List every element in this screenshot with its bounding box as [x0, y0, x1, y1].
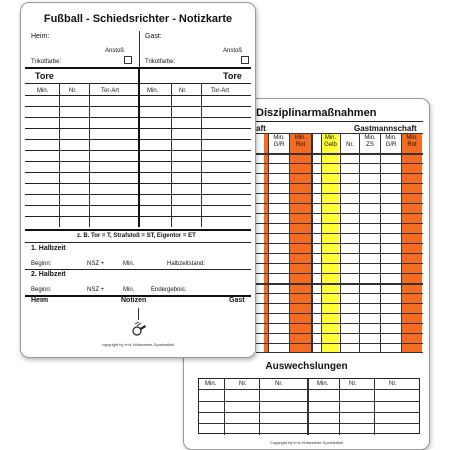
home-min-rot-header: Min. Rot: [294, 135, 307, 148]
card-title: Fußball - Schiedsrichter - Notizkarte: [43, 13, 233, 25]
guest-min-zs-header: Min. ZS: [364, 135, 376, 148]
front-copyright: copyright by b+d-Hülsewede-Sportartikel: [101, 342, 175, 347]
divider: [256, 121, 423, 122]
home-label: Heim:: [31, 33, 50, 40]
notes-home-label: Heim: [31, 297, 49, 304]
col-nr-guest: Nr.: [179, 88, 187, 94]
second-half-label: 2. Halbzeit: [31, 271, 66, 278]
guest-jersey-label: Trikotfarbe:: [145, 59, 176, 65]
home-jersey-label: Trikotfarbe:: [31, 59, 62, 65]
divider: [25, 269, 251, 270]
divider: [25, 242, 251, 243]
halftime-score-label: Halbzeitstand:: [167, 261, 206, 267]
substitutions-title: Auswechslungen: [265, 361, 348, 372]
notes-guest-label: Gast: [229, 297, 245, 304]
col-nr-home: Nr.: [69, 88, 77, 94]
back-copyright: Copyright by b+d-Hülsewede-Sportartikel: [269, 440, 344, 445]
second-half-nsz-label: NSZ +: [87, 287, 105, 293]
header-divider: [139, 31, 140, 67]
notes-label: Notizen: [121, 297, 147, 304]
goals-grid: [25, 95, 251, 227]
guest-nr-header: Nr.: [346, 142, 354, 148]
col-min-home: Min.: [37, 88, 49, 94]
home-min-gr-header: Min. G/R: [273, 135, 285, 148]
home-team-label: aft: [256, 124, 266, 133]
guest-min-gelb-header: Min. Gelb: [324, 135, 337, 148]
first-half-nsz-label: NSZ +: [87, 261, 105, 267]
guest-goals-label: Tore: [223, 71, 242, 81]
substitutions-table: Min. Nr. Nr. Min. Nr. Nr.: [198, 378, 420, 434]
disciplinary-grid: [256, 133, 423, 353]
disciplinary-title: Disziplinarmaßnahmen: [256, 107, 377, 119]
guest-label: Gast:: [145, 33, 162, 40]
notes-card: [20, 2, 256, 358]
guest-min-rot-header: Min. Rot: [406, 135, 418, 148]
whistle-logo-icon: [131, 321, 147, 337]
guest-team-label: Gastmannschaft: [354, 124, 417, 133]
home-goals-label: Tore: [35, 71, 54, 81]
first-half-min-label: Min.: [123, 261, 135, 267]
second-half-min-label: Min.: [123, 287, 135, 293]
guest-kickoff-label: Anstoß: [223, 48, 243, 54]
col-min-guest: Min.: [147, 88, 159, 94]
divider: [25, 229, 251, 231]
home-kickoff-label: Anstoß: [105, 48, 125, 54]
guest-min-gr-header: Min. G/R: [385, 135, 397, 148]
final-score-label: Endergebnis:: [151, 287, 187, 293]
col-torart-guest: Tor-Art: [211, 88, 229, 94]
col-torart-home: Tor-Art: [101, 88, 119, 94]
second-half-start-label: Beginn:: [31, 287, 52, 293]
notes-divider: [138, 308, 139, 320]
home-kickoff-checkbox[interactable]: [124, 56, 132, 64]
first-half-label: 1. Halbzeit: [31, 245, 66, 252]
guest-kickoff-checkbox[interactable]: [241, 56, 249, 64]
first-half-start-label: Beginn:: [31, 261, 52, 267]
goal-type-legend: z. B. Tor = T, Strafstoß = ST, Eigentor = ET: [77, 233, 196, 239]
